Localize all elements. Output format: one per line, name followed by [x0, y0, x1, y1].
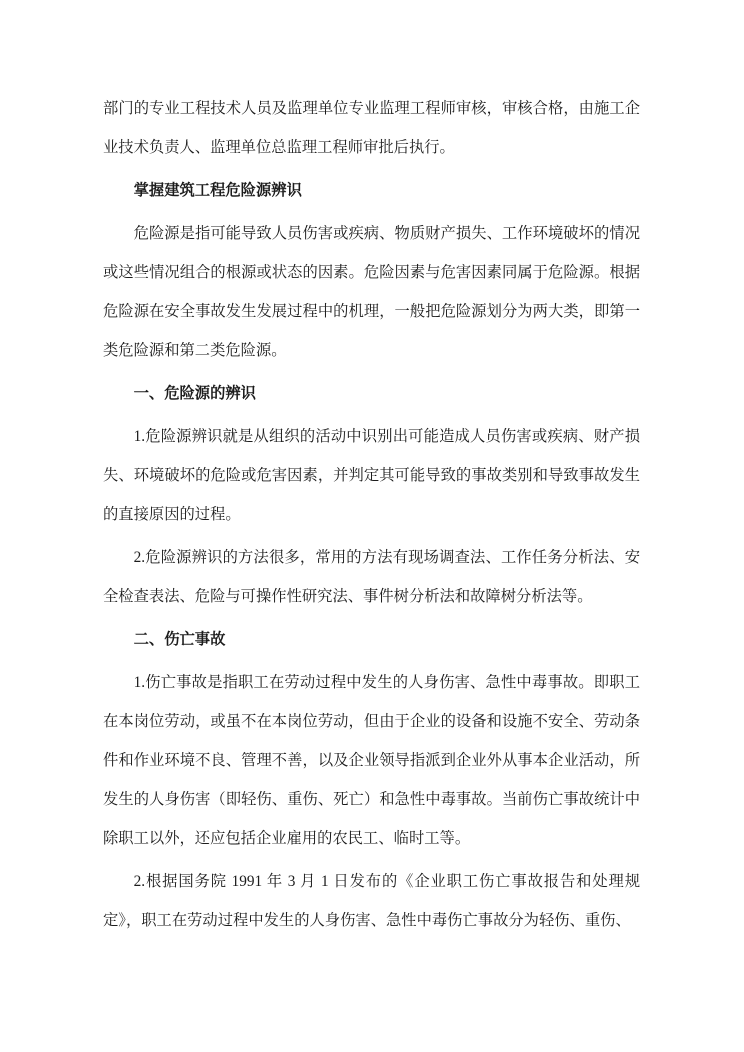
- paragraph-identification-definition: 1.危险源辨识就是从组织的活动中识别出可能造成人员伤害或疾病、财产损失、环境破坏的危险或危害因素，并判定其可能导致的事故类别和导致事故发生的直接原因的过程。: [103, 428, 640, 523]
- continued-paragraph-approval-process: 部门的专业工程技术人员及监理单位专业监理工程师审核，审核合格，由施工企业技术负责人、监理单位总监理工程师审批后执行。: [103, 100, 640, 156]
- heading-section-1-hazard-identification: 一、危险源的辨识: [133, 385, 256, 402]
- paragraph-casualty-accident-definition: 1.伤亡事故是指职工在劳动过程中发生的人身伤害、急性中毒事故。即职工在本岗位劳动，或虽不在本岗位劳动，但由于企业的设备和设施不安全、劳动条件和作业环境不良、管理不善，以及企业领导指派到企业外从事本企业活动，所发生的人身伤害（即轻伤、重伤、死亡）和急性中毒事故。当前伤亡事故统计中除职工以外，还应包括企业雇用的农民工、临时工等。: [103, 674, 640, 847]
- paragraph-state-council-regulation: 2.根据国务院 1991 年 3 月 1 日发布的《企业职工伤亡事故报告和处理规定》，职工在劳动过程中发生的人身伤害、急性中毒伤亡事故分为轻伤、重伤、: [103, 873, 640, 929]
- heading-hazard-identification-topic: 掌握建筑工程危险源辨识: [133, 182, 302, 199]
- paragraph-hazard-definition: 危险源是指可能导致人员伤害或疾病、物质财产损失、工作环境破坏的情况或这些情况组合的根源或状态的因素。危险因素与危害因素同属于危险源。根据危险源在安全事故发生发展过程中的机理，一般把危险源划分为两大类，即第一类危险源和第二类危险源。: [103, 225, 640, 359]
- paragraph-identification-methods: 2.危险源辨识的方法很多，常用的方法有现场调查法、工作任务分析法、安全检查表法、危险与可操作性研究法、事件树分析法和故障树分析法等。: [103, 549, 640, 605]
- heading-section-2-casualty-accidents: 二、伤亡事故: [133, 631, 226, 648]
